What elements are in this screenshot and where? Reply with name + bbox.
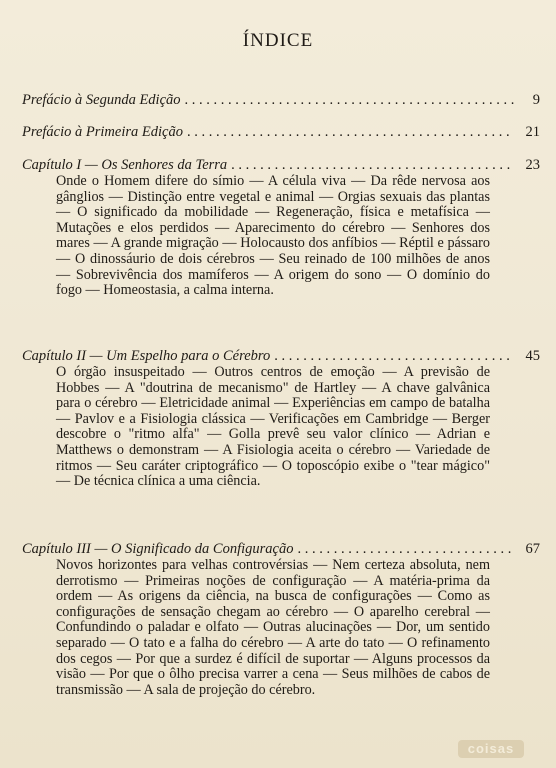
toc-entry-label: Capítulo I — Os Senhores da Terra (22, 157, 228, 173)
toc-entry-chapter-3[interactable] (22, 541, 540, 558)
dot-leader (187, 124, 514, 141)
toc-entry-preface-first[interactable] (22, 124, 540, 141)
toc-entry-preface-second[interactable] (22, 92, 540, 109)
dot-leader (231, 157, 514, 174)
toc-entry-page: 67 (525, 541, 540, 557)
toc-entry-label: Prefácio à Primeira Edição (22, 124, 183, 140)
watermark-logo: coisas (458, 740, 524, 758)
toc-entry-label: Capítulo II — Um Espelho para o Cérebro (22, 348, 271, 364)
dot-leader (297, 541, 514, 558)
dot-leader (185, 92, 514, 109)
toc-entry-page: 45 (525, 348, 540, 364)
chapter-1-summary: Onde o Homem difere do símio — A célula viva — Da rêde nervosa aos gânglios — Distinção entre vegetal e animal — Orgias sexuais das plantas — O significado da mobilidade — Regeneração, física e metafísica — Mutações e elos perdidos — Aparecimento do cérebro — Senhores dos mares — A grande migração — Holocausto dos anfíbios — Réptil e pássaro — O dinossáurio de dois cérebros — Seu reinado de 100 milhões de anos — Sobrevivência dos mamíferos — A origem do sono — O domínio do fogo — Homeostasia, a calma interna. (56, 173, 490, 299)
toc-entry-label: Prefácio à Segunda Edição (22, 92, 181, 108)
toc-entry-page: 23 (525, 157, 540, 173)
toc-entry-chapter-2[interactable] (22, 348, 540, 365)
toc-entry-chapter-1[interactable] (22, 157, 540, 174)
page-title: ÍNDICE (242, 30, 314, 51)
toc-entry-label: Capítulo III — O Significado da Configuração (22, 541, 294, 557)
toc-entry-page: 21 (525, 124, 540, 140)
chapter-3-summary: Novos horizontes para velhas controvérsias — Nem certeza absoluta, nem derrotismo — Primeiras noções de configuração — A matéria-prima da ordem — As origens da ciência, na busca de configurações — Como as configurações de sensação chegam ao cérebro — O aparelho cerebral — Confundindo o paladar e olfato — Outras alucinações — Dor, um sentido separado — O tato e a falha do cérebro — A arte do tato — O refinamento dos cegos — Por que a surdez é difícil de suportar — Alguns processos da visão — Por que o ôlho precisa varrer a cena — Seus milhões de cabos de transmissão — A sala de projeção do cérebro. (56, 557, 490, 698)
chapter-2-summary: O órgão insuspeitado — Outros centros de emoção — A previsão de Hobbes — A "doutrina de mecanismo" de Hartley — A chave galvânica para o cérebro — Eletricidade animal — Experiências em campo de batalha — Pavlov e a Fisiologia clássica — Verificações em Cambridge — Berger descobre o "ritmo alfa" — Golla prevê seu valor clínico — Adrian e Matthews o demonstram — A Fisiologia aceita o cérebro — Variedade de ritmos — Seu caráter criptográfico — O toposcópio exibe o "tear mágico" — De técnica clínica a uma ciência. (56, 364, 490, 490)
dot-leader (274, 348, 514, 365)
toc-entry-page: 9 (532, 92, 540, 108)
